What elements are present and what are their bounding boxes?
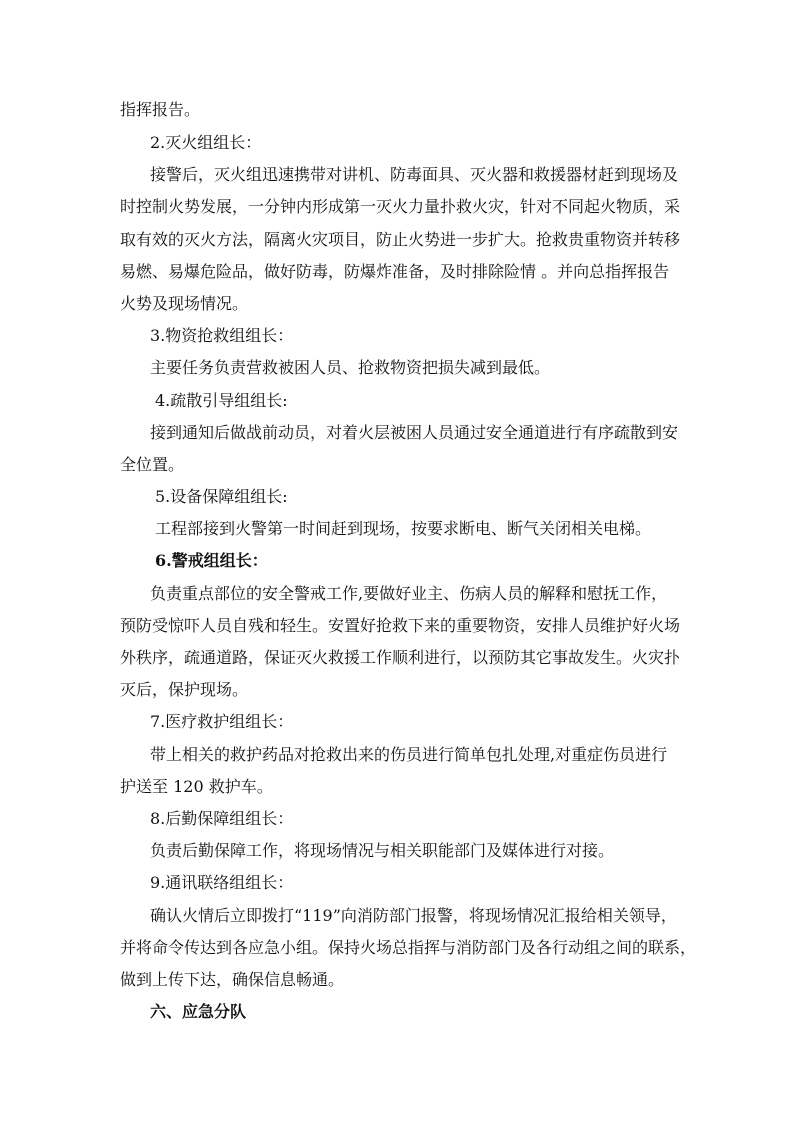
subsection-heading: 6.警戒组组长： bbox=[155, 551, 268, 570]
subsection-heading: 3.物资抢救组组长： bbox=[150, 326, 294, 345]
text-line: 火势及现场情况。 bbox=[120, 294, 249, 313]
text-line: 带上相关的救护药品对抢救出来的伤员进行简单包扎处理,对重症伤员进行 bbox=[150, 745, 668, 764]
text-line: 预防受惊吓人员自残和轻生。安置好抢救下来的重要物资，安排人员维护好火场 bbox=[120, 616, 681, 635]
text-line: 工程部接到火警第一时间赶到现场，按要求断电、断气关闭相关电梯。 bbox=[155, 519, 652, 538]
subsection-heading: 7.医疗救护组组长： bbox=[150, 712, 294, 731]
text-line: 做到上传下达，确保信息畅通。 bbox=[120, 970, 345, 989]
subsection-heading: 2.灭火组组长： bbox=[150, 133, 262, 152]
text-line: 确认火情后立即拨打“119”向消防部门报警，将现场情况汇报给相关领导， bbox=[150, 906, 677, 925]
section-heading: 六、应急分队 bbox=[150, 1002, 247, 1021]
text-line: 负责重点部位的安全警戒工作,要做好业主、伤病人员的解释和慰抚工作， bbox=[150, 584, 668, 603]
text-line: 灭后，保护现场。 bbox=[120, 680, 249, 699]
text-line: 外秩序，疏通道路，保证灭火救援工作顺利进行，以预防其它事故发生。火灾扑 bbox=[120, 648, 681, 667]
subsection-heading: 9.通讯联络组组长： bbox=[150, 873, 294, 892]
text-line: 时控制火势发展，一分钟内形成第一灭火力量扑救火灾，针对不同起火物质，采 bbox=[120, 197, 681, 216]
text-line: 并将命令传达到各应急小组。保持火场总指挥与消防部门及各行动组之间的联系， bbox=[120, 938, 697, 957]
text-line: 接警后，灭火组迅速携带对讲机、防毒面具、灭火器和救援器材赶到现场及 bbox=[150, 165, 679, 184]
subsection-heading: 8.后勤保障组组长： bbox=[150, 809, 294, 828]
text-line: 全位置。 bbox=[120, 455, 185, 474]
text-line: 易燃、易爆危险品，做好防毒，防爆炸准备，及时排除险情 。并向总指挥报告 bbox=[120, 262, 670, 281]
text-line: 接到通知后做战前动员，对着火层被困人员通过安全通道进行有序疏散到安 bbox=[150, 423, 679, 442]
text-line: 主要任务负责营救被困人员、抢救物资把损失减到最低。 bbox=[150, 358, 551, 377]
subsection-heading: 4.疏散引导组组长: bbox=[155, 391, 288, 410]
text-line: 护送至 120 救护车。 bbox=[120, 777, 273, 796]
subsection-heading: 5.设备保障组组长: bbox=[155, 487, 288, 506]
text-line: 指挥报告。 bbox=[120, 100, 201, 119]
text-line: 负责后勤保障工作，将现场情况与相关职能部门及媒体进行对接。 bbox=[150, 841, 615, 860]
text-line: 取有效的灭火方法，隔离火灾项目，防止火势进一步扩大。抢救贵重物资并转移 bbox=[120, 230, 681, 249]
